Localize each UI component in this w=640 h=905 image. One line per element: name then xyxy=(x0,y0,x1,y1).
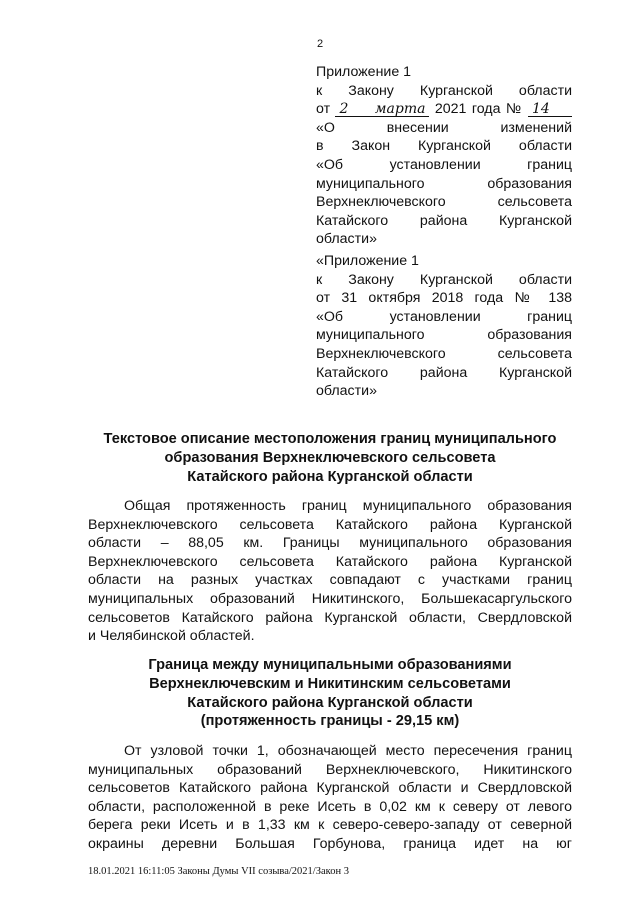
heading-line: Текстовое описание местоположения границ муниципального xyxy=(103,431,557,447)
paragraph-line: Верхнеключевского сельсовета Катайского района Курганской xyxy=(88,553,572,570)
heading-line: (протяженность границы - 29,15 км) xyxy=(200,713,460,730)
appendix-2-line: муниципального образования xyxy=(316,327,572,344)
appendix-1-line: «О внесении изменений xyxy=(316,119,572,136)
paragraph-line: муниципальных образований Верхнеключевского, Никитинского xyxy=(88,761,572,778)
section-heading xyxy=(80,656,580,731)
appendix-1-line: Приложение 1 xyxy=(316,64,412,80)
appendix-2-line: к Закону Курганской области xyxy=(316,271,572,288)
appendix-1-line: к Закону Курганской области xyxy=(316,82,572,99)
appendix-1-line: «Об установлении границ xyxy=(316,156,572,173)
date-middle: 2021 года № xyxy=(434,101,523,118)
page-number: 2 xyxy=(316,38,324,50)
body-paragraph xyxy=(88,742,572,854)
appendix-2-line: от 31 октября 2018 года № 138 xyxy=(316,290,572,307)
paragraph-line: сельсоветов Катайского района Курганской области, Свердловской xyxy=(88,609,572,626)
paragraph-line: берега реки Исеть и в 1,33 км к северо-северо-западу от северной xyxy=(88,817,572,834)
heading-line: Катайского района Курганской области xyxy=(187,468,473,485)
paragraph-line: области – 88,05 км. Границы муниципального образования xyxy=(88,535,572,552)
appendix-1-line: Катайского района Курганской xyxy=(316,212,572,229)
appendix-1-block xyxy=(316,63,572,249)
heading-line: Верхнеключевским и Никитинским сельсоветами xyxy=(149,675,511,692)
handwritten-date: 2 марта xyxy=(335,102,429,117)
appendix-1-line: муниципального образования xyxy=(316,175,572,192)
appendix-2-line: «Об установлении границ xyxy=(316,308,572,325)
appendix-1-date-line xyxy=(316,100,572,119)
appendix-2-block xyxy=(316,252,572,401)
heading-line: Граница между муниципальными образованиями xyxy=(148,657,512,673)
body-paragraph xyxy=(88,497,572,646)
section-heading xyxy=(80,430,580,486)
heading-line: Катайского района Курганской области xyxy=(187,694,473,711)
appendix-2-line: области» xyxy=(316,383,377,400)
date-prefix: от xyxy=(316,101,331,118)
paragraph-line: окраины деревни Большая Горбунова, граница идет на юг xyxy=(88,835,572,852)
appendix-1-line: Верхнеключевского сельсовета xyxy=(316,194,572,211)
paragraph-line: Верхнеключевского сельсовета Катайского района Курганской xyxy=(88,516,572,533)
appendix-1-line: в Закон Курганской области xyxy=(316,138,572,155)
appendix-2-line: Верхнеключевского сельсовета xyxy=(316,345,572,362)
paragraph-line: От узловой точки 1, обозначающей место пересечения границ xyxy=(124,743,572,759)
handwritten-law-number: 14 xyxy=(528,102,572,117)
heading-line: образования Верхнеключевского сельсовета xyxy=(164,449,496,466)
document-footer: 18.01.2021 16:11:05 Законы Думы VII созыва/2021/Закон 3 xyxy=(88,866,349,877)
appendix-2-line: «Приложение 1 xyxy=(316,253,419,269)
appendix-2-line: Катайского района Курганской xyxy=(316,364,572,381)
paragraph-line: Общая протяженность границ муниципального образования xyxy=(124,498,572,514)
appendix-1-line: области» xyxy=(316,231,377,248)
paragraph-line: муниципальных образований Никитинского, Большекасаргульского xyxy=(88,590,572,607)
paragraph-line: и Челябинской областей. xyxy=(88,628,255,645)
paragraph-line: области, расположенной в реке Исеть в 0,02 км к северу от левого xyxy=(88,798,572,815)
paragraph-line: области на разных участках совпадают с участками границ xyxy=(88,572,572,589)
paragraph-line: сельсоветов Катайского района Курганской области и Свердловской xyxy=(88,780,572,797)
